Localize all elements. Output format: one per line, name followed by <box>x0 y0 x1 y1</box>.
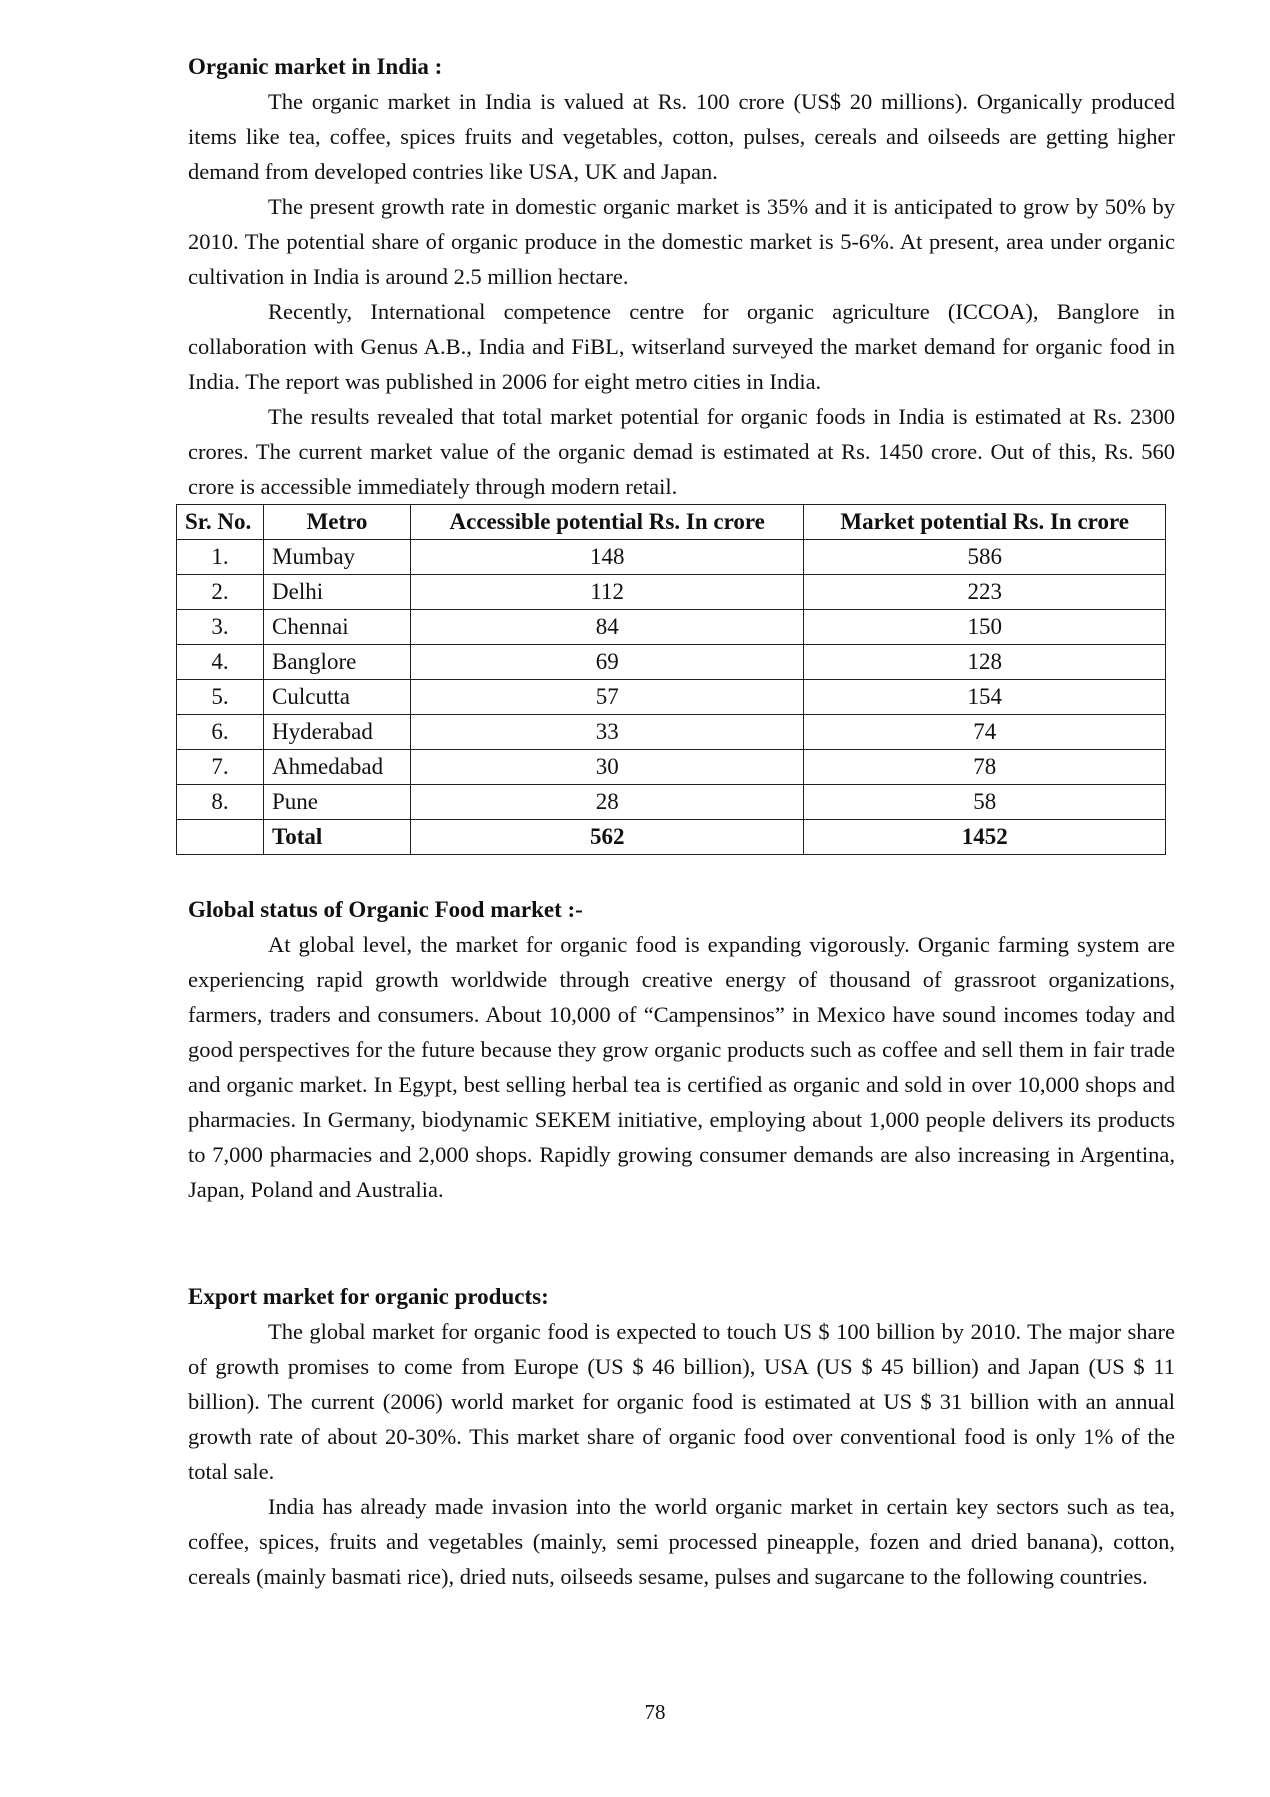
cell-sr: 1. <box>177 539 264 574</box>
cell-market: 150 <box>804 609 1166 644</box>
section-organic-market-india <box>185 52 1175 855</box>
cell-accessible: 148 <box>411 539 804 574</box>
cell-sr: 5. <box>177 679 264 714</box>
cell-metro: Hyderabad <box>264 714 411 749</box>
cell-accessible: 30 <box>411 749 804 784</box>
paragraph: The present growth rate in domestic organic market is 35% and it is anticipated to grow by 50% by 2010. The potential share of organic produce in the domestic market is 5-6%. At present, area under organic cultivation in India is around 2.5 million hectare. <box>188 193 1175 289</box>
cell-metro: Chennai <box>264 609 411 644</box>
cell-total-accessible: 562 <box>411 819 804 854</box>
paragraph: At global level, the market for organic food is expanding vigorously. Organic farming system are experiencing rapid growth worldwide through creative energy of thousand of grassroot organizations, farmers, traders and consumers. About 10,000 of “Campensinos” in Mexico have sound incomes today and good perspectives for the future because they grow organic products such as coffee and sell them in fair trade and organic market. In Egypt, best selling herbal tea is certified as organic and sold in over 10,000 shops and pharmacies. In Germany, biodynamic SEKEM initiative, employing about 1,000 people delivers its products to 7,000 pharmacies and 2,000 shops. Rapidly growing consumer demands are also increasing in Argentina, Japan, Poland and Australia. <box>188 931 1175 1202</box>
cell-metro: Ahmedabad <box>264 749 411 784</box>
table-row <box>177 609 1166 644</box>
cell-sr: 3. <box>177 609 264 644</box>
cell-metro: Mumbay <box>264 539 411 574</box>
header-metro: Metro <box>264 504 411 539</box>
section-heading: Organic market in India : <box>188 54 443 79</box>
section-global-status <box>188 895 1175 1207</box>
table-row <box>177 784 1166 819</box>
section-heading: Export market for organic products: <box>188 1283 549 1309</box>
page-number: 78 <box>644 1700 666 1724</box>
table-header-row <box>177 504 1166 539</box>
paragraph: The organic market in India is valued at Rs. 100 crore (US$ 20 millions). Organically produced items like tea, coffee, spices fruits and vegetables, cotton, pulses, cereals and oilseeds are getting higher demand from developed contries like USA, UK and Japan. <box>188 88 1175 184</box>
cell-empty <box>177 819 264 854</box>
cell-sr: 6. <box>177 714 264 749</box>
cell-market: 74 <box>804 714 1166 749</box>
cell-accessible: 57 <box>411 679 804 714</box>
section-heading: Global status of Organic Food market :- <box>188 896 583 922</box>
table-row <box>177 644 1166 679</box>
cell-sr: 2. <box>177 574 264 609</box>
paragraph: Recently, International competence centre for organic agriculture (ICCOA), Banglore in collaboration with Genus A.B., India and FiBL, witserland surveyed the market demand for organic food in India. The report was published in 2006 for eight metro cities in India. <box>188 298 1175 394</box>
paragraph: The global market for organic food is expected to touch US $ 100 billion by 2010. The major share of growth promises to come from Europe (US $ 46 billion), USA (US $ 45 billion) and Japan (US $ 11 billion). The current (2006) world market for organic food is estimated at US $ 31 billion with an annual growth rate of about 20-30%. This market share of organic food over conventional food is only 1% of the total sale. <box>188 1318 1175 1484</box>
metro-market-table <box>176 504 1166 855</box>
table-row <box>177 679 1166 714</box>
cell-metro: Culcutta <box>264 679 411 714</box>
header-accessible-potential: Accessible potential Rs. In crore <box>411 504 804 539</box>
cell-market: 154 <box>804 679 1166 714</box>
cell-accessible: 112 <box>411 574 804 609</box>
table-total-row <box>177 819 1166 854</box>
cell-accessible: 33 <box>411 714 804 749</box>
cell-market: 586 <box>804 539 1166 574</box>
table-row <box>177 539 1166 574</box>
cell-accessible: 84 <box>411 609 804 644</box>
paragraph: India has already made invasion into the world organic market in certain key sectors such as tea, coffee, spices, fruits and vegetables (mainly, semi processed pineapple, fozen and dried banana), cotton, cereals (mainly basmati rice), dried nuts, oilseeds sesame, pulses and sugarcane to the following countries. <box>188 1493 1175 1589</box>
cell-metro: Delhi <box>264 574 411 609</box>
cell-market: 78 <box>804 749 1166 784</box>
cell-sr: 7. <box>177 749 264 784</box>
cell-accessible: 69 <box>411 644 804 679</box>
cell-sr: 8. <box>177 784 264 819</box>
cell-market: 128 <box>804 644 1166 679</box>
paragraph: The results revealed that total market potential for organic foods in India is estimated at Rs. 2300 crores. The current market value of the organic demad is estimated at Rs. 1450 crore. Out of this, Rs. 560 crore is accessible immediately through modern retail. <box>188 403 1175 499</box>
table-row <box>177 714 1166 749</box>
cell-accessible: 28 <box>411 784 804 819</box>
header-market-potential: Market potential Rs. In crore <box>804 504 1166 539</box>
cell-metro: Pune <box>264 784 411 819</box>
section-export-market <box>188 1282 1175 1594</box>
table-row <box>177 749 1166 784</box>
cell-sr: 4. <box>177 644 264 679</box>
cell-market: 58 <box>804 784 1166 819</box>
table-row <box>177 574 1166 609</box>
header-sr-no: Sr. No. <box>177 504 264 539</box>
cell-total-market: 1452 <box>804 819 1166 854</box>
cell-metro: Banglore <box>264 644 411 679</box>
cell-market: 223 <box>804 574 1166 609</box>
cell-total-label: Total <box>264 819 411 854</box>
